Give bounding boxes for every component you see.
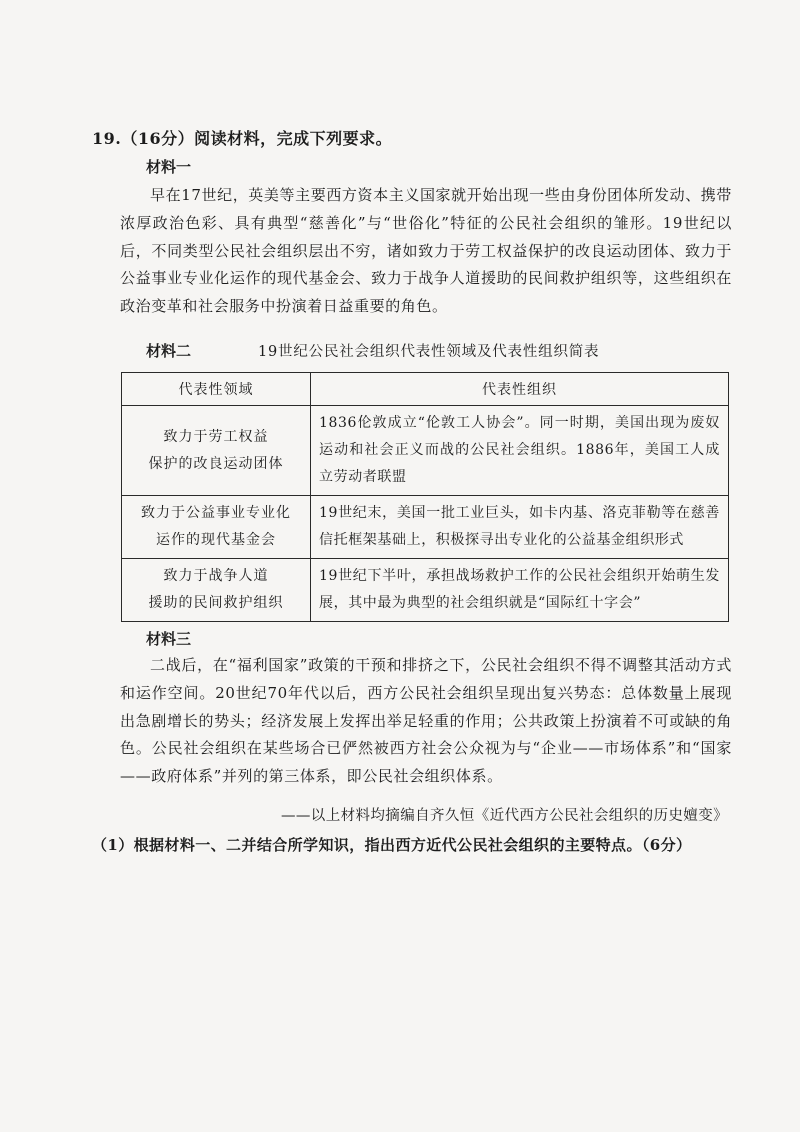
material2-table bbox=[121, 372, 729, 622]
domain-line: 运作的现代基金会 bbox=[156, 532, 276, 548]
material2-table-caption: 19世纪公民社会组织代表性领域及代表性组织简表 bbox=[258, 344, 600, 360]
material2-heading: 材料二 bbox=[146, 342, 192, 360]
material1-text: 早在17世纪，英美等主要西方资本主义国家就开始出现一些由身份团体所发动、携带浓厚政治色彩、具有典型“慈善化”与“世俗化”特征的公民社会组织的雏形。19世纪以后，不同类型公民社会组织层出不穷，诸如致力于劳工权益保护的改良运动团体、致力于公益事业专业化运作的现代基金会、致力于战争人道援助的民间救护组织等，这些组织在政治变革和社会服务中扮演着日益重要的角色。 bbox=[120, 186, 732, 316]
domain-line: 保护的改良运动团体 bbox=[148, 455, 284, 472]
material3-heading: 材料三 bbox=[146, 630, 192, 648]
question-title: 19.（16分）阅读材料，完成下列要求。 bbox=[92, 129, 393, 148]
table-header-domain: 代表性领域 bbox=[122, 373, 311, 406]
table-cell-orgs: 19世纪末，美国一批工业巨头，如卡内基、洛克菲勒等在慈善信托框架基础上，积极探寻出专业化的公益基金组织形式 bbox=[311, 496, 729, 559]
table-cell-domain bbox=[122, 496, 311, 559]
domain-line: 致力于公益事业专业化 bbox=[141, 505, 291, 521]
table-cell-orgs: 1836伦敦成立“伦敦工人协会”。同一时期，美国出现为废奴运动和社会正义而战的公民社会组织。1886年，美国工人成立劳动者联盟 bbox=[311, 406, 729, 496]
table-cell-orgs: 19世纪下半叶，承担战场救护工作的公民社会组织开始萌生发展，其中最为典型的社会组织就是“国际红十字会” bbox=[311, 559, 729, 622]
sub-question-1: （1）根据材料一、二并结合所学知识，指出西方近代公民社会组织的主要特点。（6分） bbox=[92, 836, 692, 854]
table-row bbox=[122, 496, 729, 559]
table-cell-domain bbox=[122, 559, 311, 622]
domain-line: 致力于劳工权益 bbox=[163, 428, 269, 445]
table-header-orgs: 代表性组织 bbox=[311, 373, 729, 406]
table-row bbox=[122, 559, 729, 622]
domain-line: 援助的民间救护组织 bbox=[148, 595, 284, 611]
table-header-row bbox=[122, 373, 729, 406]
table-cell-domain bbox=[122, 406, 311, 496]
table-row bbox=[122, 406, 729, 496]
domain-line: 致力于战争人道 bbox=[163, 568, 269, 584]
source-citation: ——以上材料均摘编自齐久恒《近代西方公民社会组织的历史嬗变》 bbox=[281, 808, 728, 824]
material3-text: 二战后，在“福利国家”政策的干预和排挤之下，公民社会组织不得不调整其活动方式和运作空间。20世纪70年代以后，西方公民社会组织呈现出复兴势态：总体数量上展现出急剧增长的势头；经济发展上发挥出举足轻重的作用；公共政策上扮演着不可或缺的角色。公民社会组织在某些场合已俨然被西方社会公众视为与“企业——市场体系”和“国家——政府体系”并列的第三体系，即公民社会组织体系。 bbox=[120, 656, 732, 786]
material1-heading: 材料一 bbox=[146, 158, 192, 176]
